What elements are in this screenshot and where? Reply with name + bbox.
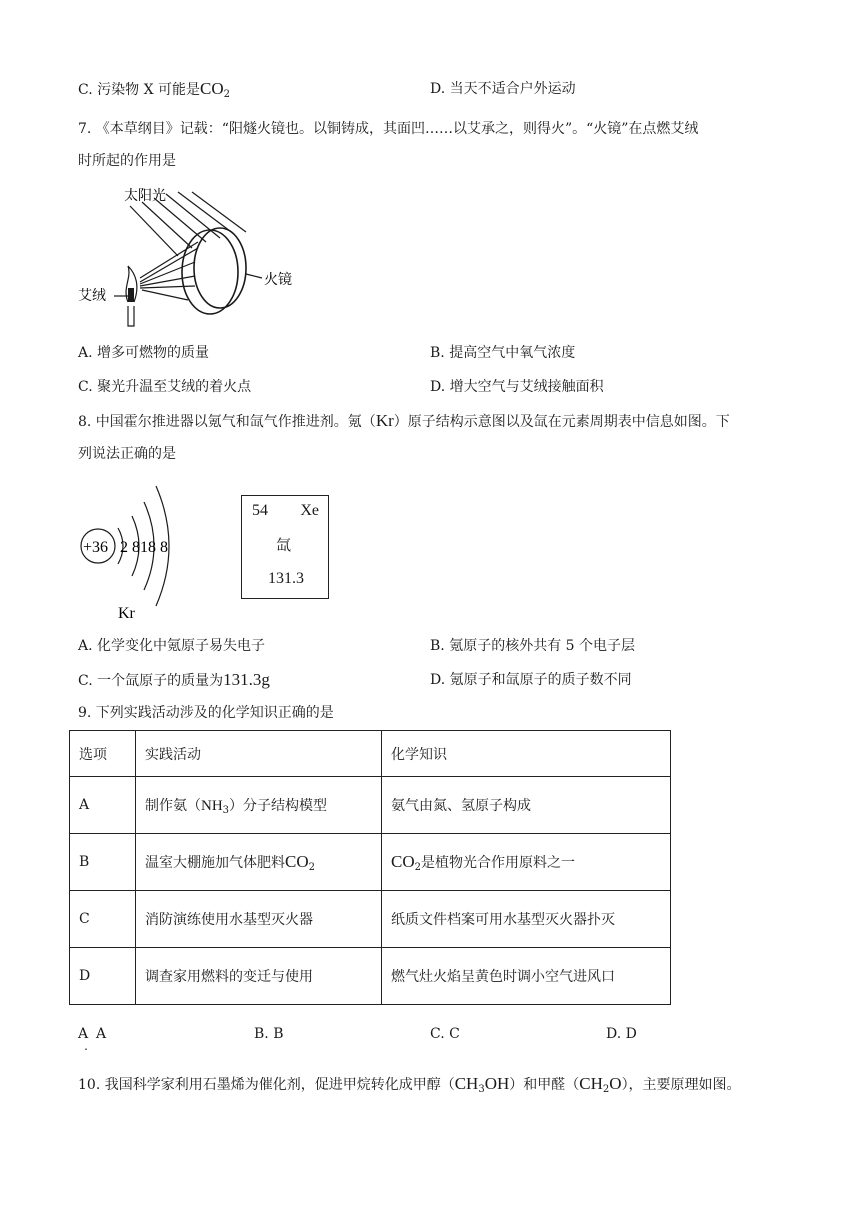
q7-stem-line2: 时所起的作用是 <box>78 153 176 169</box>
row-activity <box>136 834 382 891</box>
row-option: C <box>70 891 136 948</box>
row-knowledge: 纸质文件档案可用水基型灭火器扑灭 <box>382 891 671 948</box>
q8-stem-text-b: ）原子结构示意图以及氙在元素周期表中信息如图。下 <box>393 414 730 430</box>
row-option: D <box>70 948 136 1005</box>
header-knowledge: 化学知识 <box>382 731 671 777</box>
q8-stem-text-a: 8. 中国霍尔推进器以氪气和氙气作推进剂。氪（ <box>78 414 376 430</box>
q8-option-c-value: 131.3g <box>223 670 270 689</box>
q9-option-a-text: A <box>95 1026 107 1042</box>
activity-formula: NH <box>201 797 223 814</box>
activity-text: 温室大棚施加气体肥料 <box>145 854 285 871</box>
q9-stem: 9. 下列实践活动涉及的化学知识正确的是 <box>78 705 334 721</box>
q9-option-c: C. C <box>430 1026 460 1042</box>
fire-mirror-label: 火镜 <box>264 273 292 288</box>
header-activity: 实践活动 <box>136 731 382 777</box>
q8-stem-formula: Kr <box>375 411 394 430</box>
q7-fire-mirror-figure <box>70 178 310 330</box>
table-row <box>70 834 671 891</box>
q6-option-c-subscript: 2 <box>223 89 230 100</box>
q7-stem-line1: 7. 《本草纲目》记载：“阳燧火镜也。以铜铸成，其面凹……以艾承之，则得火”。“火镜”在点燃艾绒 <box>78 121 699 137</box>
formaldehyde-formula-a: CH <box>579 1074 603 1093</box>
table-row <box>70 891 671 948</box>
knowledge-formula: CO <box>391 851 415 871</box>
q8-option-c <box>78 670 270 691</box>
row-knowledge: 氨气由氮、氢原子构成 <box>382 777 671 834</box>
row-activity: 消防演练使用水基型灭火器 <box>136 891 382 948</box>
q8-option-a: A. 化学变化中氪原子易失电子 <box>78 638 266 654</box>
q7-option-c: C. 聚光升温至艾绒的着火点 <box>78 379 252 395</box>
knowledge-subscript: 2 <box>414 861 421 873</box>
nucleus-charge: +36 <box>83 539 109 556</box>
element-name: 氙 <box>276 538 292 554</box>
methanol-formula-b: OH <box>484 1074 510 1093</box>
methanol-formula-a: CH <box>454 1074 479 1093</box>
q6-option-d: D. 当天不适合户外运动 <box>430 81 576 97</box>
moxa-label: 艾绒 <box>78 289 106 304</box>
row-knowledge: 燃气灶火焰呈黄色时调小空气进风口 <box>382 948 671 1005</box>
atom-symbol: Kr <box>118 605 135 622</box>
q10-text-c: ），主要原理如图。 <box>621 1077 741 1093</box>
q8-stem-line1 <box>78 411 730 432</box>
formaldehyde-formula-b: O <box>609 1074 622 1093</box>
xe-element-cell <box>241 495 329 599</box>
q8-option-b: B. 氪原子的核外共有 5 个电子层 <box>430 638 635 654</box>
row-option: B <box>70 834 136 891</box>
q8-stem-line2: 列说法正确的是 <box>78 446 176 462</box>
q9-option-a-letter: A <box>78 1026 89 1042</box>
table-row <box>70 948 671 1005</box>
activity-subscript: 3 <box>222 804 230 816</box>
activity-text: 制作氨（ <box>145 797 201 814</box>
q9-table <box>69 730 671 1005</box>
table-row <box>70 777 671 834</box>
activity-text-post: ）分子结构模型 <box>229 797 328 814</box>
q6-option-c <box>78 79 230 105</box>
q6-option-c-formula: CO <box>199 79 224 98</box>
table-header-row <box>70 731 671 777</box>
element-symbol: Xe <box>300 502 319 519</box>
q7-option-b: B. 提高空气中氧气浓度 <box>430 345 576 361</box>
q9-option-a-dot: . <box>84 1039 88 1053</box>
q7-option-a: A. 增多可燃物的质量 <box>78 345 210 361</box>
q10-text-b: ）和甲醛（ <box>509 1077 580 1093</box>
q9-option-a <box>78 1024 107 1053</box>
q8-option-c-text: C. 一个氙原子的质量为 <box>78 673 224 689</box>
atomic-mass: 131.3 <box>268 570 304 587</box>
q7-option-d: D. 增大空气与艾绒接触面积 <box>430 379 604 395</box>
row-option: A <box>70 777 136 834</box>
activity-subscript: 2 <box>308 861 315 873</box>
knowledge-text: 是植物光合作用原料之一 <box>421 854 575 871</box>
row-activity <box>136 777 382 834</box>
row-knowledge <box>382 834 671 891</box>
formaldehyde-subscript: 2 <box>602 1084 610 1095</box>
electron-counts: 2 818 8 <box>120 539 168 556</box>
sunlight-label: 太阳光 <box>124 189 166 204</box>
q8-option-d: D. 氪原子和氙原子的质子数不同 <box>430 672 632 688</box>
q10-text-a: 10. 我国科学家利用石墨烯为催化剂，促进甲烷转化成甲醇（ <box>78 1077 455 1093</box>
q9-option-b: B. B <box>254 1026 284 1042</box>
header-option: 选项 <box>70 731 136 777</box>
kr-atom-structure-diagram <box>74 478 214 624</box>
q10-stem <box>78 1074 741 1100</box>
atomic-number: 54 <box>252 502 268 519</box>
row-activity: 调查家用燃料的变迁与使用 <box>136 948 382 1005</box>
activity-formula: CO <box>285 851 309 871</box>
q6-option-c-text: C. 污染物 X 可能是 <box>78 82 200 98</box>
q9-option-d: D. D <box>606 1026 637 1042</box>
methanol-subscript: 3 <box>478 1084 485 1095</box>
